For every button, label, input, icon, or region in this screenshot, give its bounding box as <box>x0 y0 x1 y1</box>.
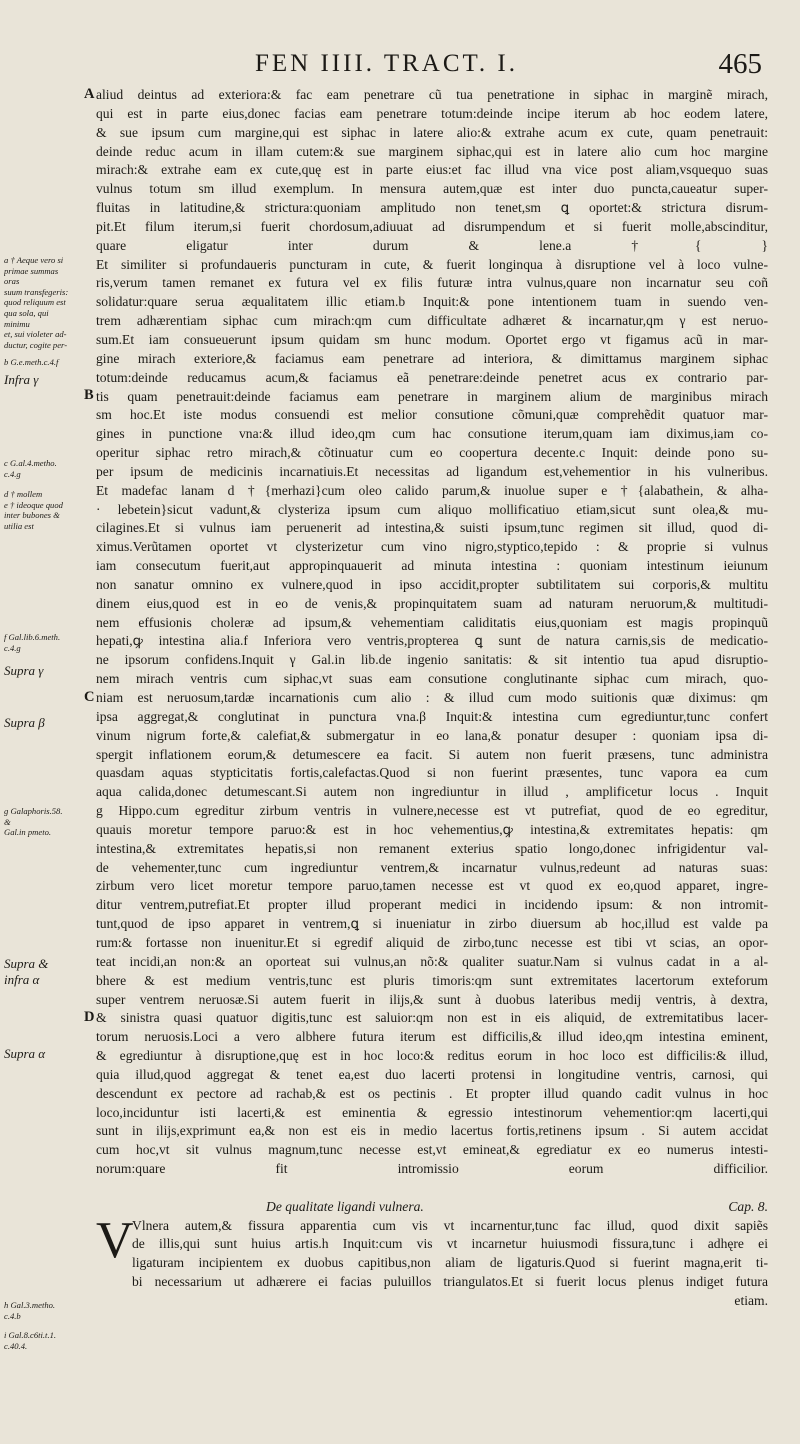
text-line: nem mirach ventris cum siphac,vt suas eam consutione conglutinante siphac cum mirach, quo- <box>96 671 768 687</box>
chapter-heading <box>96 1198 768 1217</box>
text-line: · lebetein}sicut vadunt,& clysteriza ipsum cum aliquo mollificatiuo etiam,sicut sunt olea,& mu- <box>96 501 768 517</box>
margin-note: d † mollem e † ideoque quod inter bubones & utilia est <box>4 489 63 531</box>
margin-note: a † Aeque vero si primae summas oras suum transfegeris: quod reliquum est qua sola, qui minimu et, sui violeter ad- ductur, cogite per- <box>4 255 69 350</box>
section-letter: B <box>84 387 94 403</box>
margin-cue: Supra β <box>4 715 45 730</box>
text-line: non sanatur omnino ex vulnere,quod in ipso accidit,propter subtilitatem sui corporis,& multitu <box>96 576 768 592</box>
text-line: rum:& fortasse non inuenitur.Et si egredif aliquid de zirbo,tunc necesse est tibi vt scias, an opor- <box>96 934 768 950</box>
text-line: tunt,quod de ipso apparet in ventrem,ꝗ si inueniatur in zirbo diuersum ab hoc,illud est valde pa <box>96 916 768 932</box>
text-line: cum hoc,vt sit vulnus magnum,tunc necesse est,vt emineat,& egrediatur ex eo numerus intesti- <box>96 1142 768 1158</box>
margin-note: f Gal.lib.6.meth. c.4.g <box>4 632 61 653</box>
margin-cue: Infra γ <box>4 372 39 387</box>
text-line: Et similiter si profundaueris puncturam in cute, & fuerit longinqua à disruptione vel à loco vulne- <box>96 256 768 272</box>
main-text <box>84 86 768 1311</box>
margin-note: i Gal.8.c6ti.t.1. c.40.4. <box>4 1330 57 1351</box>
text-line: niam est neruosum,tardæ incarnationis cum alio : & illud cum modo suitionis quæ diximus: qm <box>96 690 768 705</box>
text-line: ne ipsorum confidens.Inquit γ Gal.in lib.de ingenio sanitatis: & sit intentio tua apud disruptio- <box>96 652 768 668</box>
text-line: hepati,ꝙ intestina alia.f Inferiora vero ventris,propterea ꝗ sunt de natura carnis,sis de medicatio- <box>96 633 768 649</box>
text-line: Et madefac lanam d †{merhazi}cum oleo calido parum,& inuolue super e †{alabathein, & alha- <box>96 482 768 498</box>
text-line: tis quam penetrauit:deinde faciamus eam penetrare in marginem alium de marginibus mirach <box>96 388 768 404</box>
initial-letter: V <box>96 1211 134 1269</box>
text-line: pit.Et filum iterum,si fuerit chordosum,adiuuat ad disrumpendum et si fuerit molle,abscinditur, <box>96 218 768 234</box>
text-line: sunt in ilijs,exprimunt ea,& non est eis in medio lacertus fortis,retinens ipsum . Si autem accidat <box>96 1123 768 1139</box>
text-line: mirach:& extrahe eam ex cute,quę est in parte eius:et fac illud vna vice post aliam,vsquequo suas <box>96 162 768 178</box>
text-line: per ipsum de medicinis incarnatiuis.Et necessitas ad ligandum est,vehementior in his vulneribus. <box>96 463 768 479</box>
text-line: aliud deintus ad exteriora:& fac eam penetrare cũ tua penetratione in siphac in marginẽ mirach, <box>96 87 768 102</box>
text-line: ipsa aggregat,& conglutinat in punctura vna.β Inquit:& intestina cum egrediuntur,tunc confert <box>96 708 768 724</box>
text-line: norum:quare fit intromissio eorum difficilior. <box>96 1161 768 1177</box>
text-line: bi necessarium ut adhærere ei facias puluillos triangulatos.Et si fuerit locus plenus indiget futura <box>132 1274 768 1290</box>
chapter-text <box>96 1211 768 1311</box>
chapter-title: De qualitate ligandi vulnera. <box>266 1198 424 1214</box>
text-line: de illis,qui sunt huius artis.h Inquit:cum vis vt incarnetur huiusmodi fissura,tunc i adhęre ei <box>132 1236 768 1252</box>
text-line: trem adhærentiam siphac cum mirach:qm cum difficultate adhæret & incarnatur,qm γ est neruo- <box>96 313 768 329</box>
text-line: gine mirach exteriore,& faciamus eam penetrare ad interiora, & dimittamus marginem siphac <box>96 350 768 366</box>
text-line: quare eligatur inter durum & lene.a †{ } <box>96 237 768 253</box>
body-text <box>96 86 768 1198</box>
chapter-num: 8. <box>757 1198 768 1214</box>
text-line: sm hoc.Et iste modus consuendi est melior consutione cõmuni,quæ comprehẽdit quatuor mar- <box>96 407 768 423</box>
left-margin <box>0 0 72 1444</box>
margin-note: b G.e.meth.c.4.f <box>4 357 59 367</box>
text-line: super ventrem neruosæ.Si autem fuerit in ilijs,& sunt à duobus lateribus medij ventris, à dextra, <box>96 991 768 1007</box>
text-line: spergit inflationem eorum,& detumescere ea facit. Si autem non fuerit præsens, tunc administra <box>96 746 768 762</box>
section-letter: D <box>84 1009 95 1025</box>
text-line: ximus.Verũtamen oportet vt clysterizetur cum vino nigro,styptico,tepido : & proprie si vulnus <box>96 539 768 555</box>
text-line: nem effusionis choleræ ad ipsum,& vehementiam caliditatis eius,quoniam est magis propinquũ <box>96 614 768 630</box>
text-line: qui est in parte eius,donec facias eam penetrare totum:deinde incipe iterum ab hoc eodem latere, <box>96 105 768 121</box>
text-line: cilagines.Et si vulnus iam peruenerit ad intestina,& suisti ipsum,tunc regimen sit illud, quod di- <box>96 520 768 536</box>
text-line: intestina,& extremitates hepatis,si non remanent exterius spatio longo,donec infrigidentur val- <box>96 840 768 856</box>
text-line: fluitas in latitudine,& strictura:quoniam amplitudo non tenet,sm ꝗ oportet:& strictura disrum- <box>96 200 768 216</box>
chapter-label: Cap. <box>728 1198 755 1214</box>
text-line: gines in punctione vna:& illud ideo,qm cum hac consutione iterum,quam iam diximus,iam co- <box>96 426 768 442</box>
margin-note: h Gal.3.metho. c.4.b <box>4 1300 56 1321</box>
text-line: torum neruosis.Loci a vero albhere futura iterum est difficilis,& illud ideo,qm intestina eminent, <box>96 1029 768 1045</box>
text-line: ligaturam incipientem ex duobus capitibus,non aliam de ligaturis.Quod si fuerint magna,erit ti- <box>132 1255 768 1271</box>
text-line: & sinistra quasi quatuor digitis,tunc est saluior:qm non est in eis aliquid, de extremitatibus lacer- <box>96 1010 768 1026</box>
text-line: ris,verum tamen remanet ex futura vel ex filis futuræ intra vulnus,quare non incarnatur seu coñ <box>96 275 768 291</box>
text-line: & egrediuntur à disruptione,quę est in hoc loco:& reditus eorum in hoc loco est difficilis:& illud, <box>96 1048 768 1064</box>
text-line: de vehementer,tunc cum ingrediuntur ventrem,& incarnatur vulnus,redeunt ad naturas suas: <box>96 859 768 875</box>
margin-cue: Supra & infra α <box>4 956 49 987</box>
text-line: operitur siphac retro mirach,& cõtinuatur cum eo coopertura decente.c Inquit: deinde pono su- <box>96 445 768 461</box>
text-line: etiam. <box>734 1293 768 1308</box>
margin-note: c G.al.4.metho. c.4.g <box>4 458 57 479</box>
text-line: zirbum vero licet moretur tempore paruo,tamen necesse est vt quod ex eo,quod apparet, ingre- <box>96 878 768 894</box>
text-line: descendunt ex pectore ad rachab,& est os pectinis . Et propter illud quando cadit vulnus in hoc <box>96 1085 768 1101</box>
page-number: 465 <box>718 48 762 80</box>
text-line: aqua calida,donec detumescant.Si autem non ingrediuntur in illud , amplificetur locus . Inquit <box>96 784 768 800</box>
text-line: vinum nigrum forte,& calefiat,& submergatur in eo lana,& ponatur desuper : quoniam ipsa di- <box>96 727 768 743</box>
margin-cue: Supra γ <box>4 663 44 678</box>
text-line: g Hippo.cum egreditur zirbum ventris in vulnere,necesse est vt putrefiat, quod de eo egreditur, <box>96 803 768 819</box>
margin-note: g Galaphoris.58. & Gal.in pmeto. <box>4 806 63 838</box>
text-line: sum.Et iam consueuerunt ipsum quidam sm hunc modum. Oportet ergo vt figamus acũ in mar- <box>96 331 768 347</box>
section-letter: C <box>84 689 95 705</box>
text-line: loco,inciduntur isti lacerti,& est eminentia & egressio intestinorum vehementior:qm lacerti,qui <box>96 1104 768 1120</box>
chapter-number <box>728 1198 768 1217</box>
text-line: vulnus totum sm illud exemplum. In mensura autem,quæ est inter duo puncta,caueatur super- <box>96 181 768 197</box>
running-head: FEN IIII. TRACT. I. <box>255 50 518 77</box>
text-line: ditur ventrem,putrefiat.Et propter illud properant medici in incidendo ipsum: & non intromit- <box>96 897 768 913</box>
text-line: bhere & est medium ventris,tunc est pluris timoris:qm sunt extremitates lacertorum exteforum <box>96 972 768 988</box>
text-line: teat incidi,an non:& an oporteat sui vulnus,an nõ:& qualiter suatur.Nam si vulnus cadat in a al- <box>96 953 768 969</box>
text-line: Vlnera autem,& fissura apparentia cum vis vt incarnentur,tunc fac illud, quod dixit sapiẽs <box>132 1217 768 1233</box>
text-line: dinem eius,quod est in eo de venis,& propinquitatem suam ad naturam neruorum,& multitudi- <box>96 595 768 611</box>
text-line: & sue ipsum cum margine,qui est siphac in latere alio:& extrahe acum ex cute, quam penetrauit: <box>96 124 768 140</box>
section-letter: A <box>84 86 95 102</box>
text-line: solidatur:quare serua æqualitatem illic etiam.b Inquit:& pone intentionem tuam in suendo ven- <box>96 294 768 310</box>
text-line: quia illud,quod aggregat & tenet ea,est duo lacerti protensi in longitudine ventris, carnosi, qui <box>96 1066 768 1082</box>
text-line: deinde reduc acum in illam cutem:& sue marginem siphac,qui est in latere alio cum hoc margine <box>96 143 768 159</box>
text-line <box>96 1179 768 1198</box>
text-line: iam consecutum fuerit,aut appropinquauerit ad minuta intestina : quoniam intestinum ieiunum <box>96 558 768 574</box>
text-line: quauis moretur tempore paruo:& est in hoc vehementius,ꝙ intestina,& extremitates hepatis: qm <box>96 821 768 837</box>
text-line: totum:deinde reducamus acum,& faciamus eã penetrare:deinde penetret acus ex contrario par- <box>96 369 768 385</box>
text-line: quasdam aquas stypticitatis fortis,calefactas.Quod si non fuerint præsentes, tunc vapora ea cum <box>96 765 768 781</box>
margin-cue: Supra α <box>4 1046 46 1061</box>
